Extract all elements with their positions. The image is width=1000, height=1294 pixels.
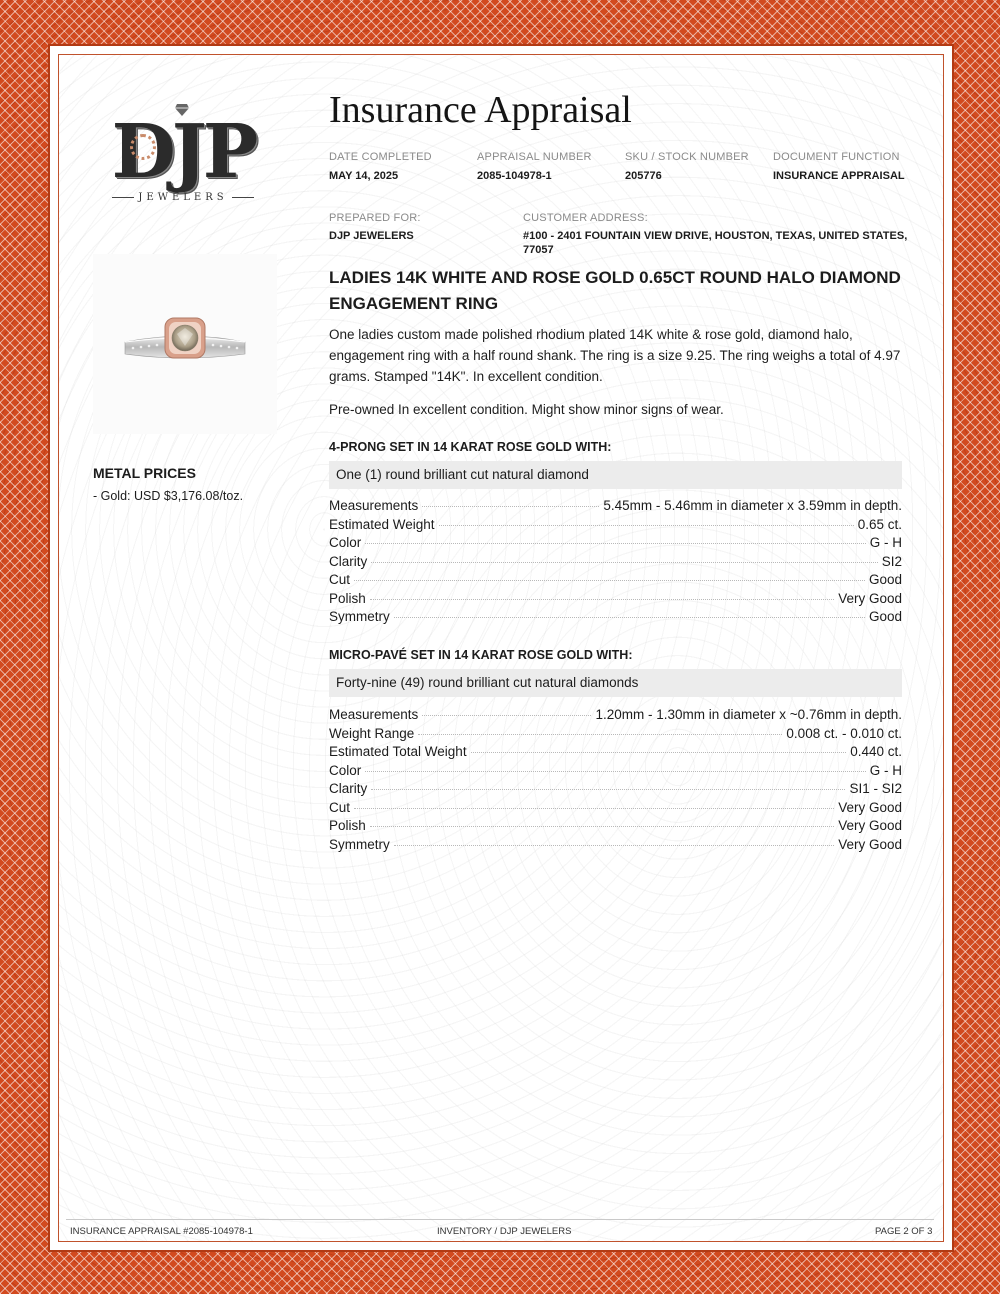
dot-leader xyxy=(471,752,847,753)
customer-address-line2: 77057 xyxy=(523,244,554,256)
spec-value: 0.440 ct. xyxy=(850,744,902,759)
spec-row xyxy=(329,763,902,782)
sku-label: SKU / STOCK NUMBER xyxy=(625,151,749,163)
dot-leader xyxy=(354,808,834,809)
spec-label: Symmetry xyxy=(329,609,390,624)
spec-value: 5.45mm - 5.46mm in diameter x 3.59mm in depth. xyxy=(603,498,902,513)
micro-pave-specs xyxy=(329,707,902,855)
spec-row xyxy=(329,837,902,856)
section-heading-micro-pave: MICRO-PAVÉ SET IN 14 KARAT ROSE GOLD WITH: xyxy=(329,648,633,662)
dot-leader xyxy=(354,580,865,581)
spec-value: Very Good xyxy=(838,799,902,815)
spec-value: Good xyxy=(868,609,902,624)
condition-note: Pre-owned In excellent condition. Might show minor signs of wear. xyxy=(329,402,724,417)
spec-value: 1.20mm - 1.30mm in diameter x ~0.76mm in depth. xyxy=(595,707,902,722)
center-stone-specs xyxy=(329,498,902,628)
product-title xyxy=(329,265,904,317)
description-line: One ladies custom made polished rhodium plated 14K white & rose gold, diamond halo, xyxy=(329,327,853,342)
product-description xyxy=(329,324,904,387)
product-title-line: LADIES 14K WHITE AND ROSE GOLD 0.65CT ROUND HALO DIAMOND xyxy=(329,268,901,287)
spec-row xyxy=(329,572,902,591)
dot-leader xyxy=(418,734,782,735)
spec-row xyxy=(329,535,902,554)
footer-appraisal-id: INSURANCE APPRAISAL #2085-104978-1 xyxy=(70,1226,253,1237)
spec-row xyxy=(329,818,902,837)
spec-row xyxy=(329,726,902,745)
metal-prices-heading: METAL PRICES xyxy=(93,465,196,481)
dot-leader xyxy=(370,599,834,600)
spec-label: Symmetry xyxy=(329,836,390,852)
spec-value: Very Good xyxy=(838,590,902,606)
dot-leader xyxy=(394,617,865,618)
spec-label: Clarity xyxy=(329,781,368,796)
spec-row xyxy=(329,609,902,628)
dot-leader xyxy=(394,845,834,846)
dot-leader xyxy=(371,789,845,790)
spec-value: SI2 xyxy=(881,553,902,569)
logo-letters: DJP xyxy=(111,109,255,195)
dot-leader xyxy=(439,525,854,526)
sku-value: 205776 xyxy=(625,170,662,182)
ring-image xyxy=(93,254,277,434)
spec-row xyxy=(329,517,902,536)
description-line: engagement ring with a half round shank. The ring is a size 9.25. The ring weighs a total of 4.97 xyxy=(329,348,901,363)
dot-leader xyxy=(371,562,877,563)
section-heading-center-stone: 4-PRONG SET IN 14 KARAT ROSE GOLD WITH: xyxy=(329,440,612,454)
spec-row xyxy=(329,707,902,726)
spec-value: Very Good xyxy=(838,818,902,833)
ring-photo xyxy=(93,254,277,434)
spec-label: Clarity xyxy=(329,553,368,569)
spec-row xyxy=(329,744,902,763)
spec-value: Good xyxy=(868,572,902,587)
date-completed-value: MAY 14, 2025 xyxy=(329,170,399,182)
spec-row xyxy=(329,591,902,610)
spec-value: SI1 - SI2 xyxy=(849,781,902,796)
prepared-for-value: DJP JEWELERS xyxy=(329,230,414,242)
spec-label: Cut xyxy=(329,572,351,587)
appraisal-number-label: APPRAISAL NUMBER xyxy=(477,151,592,163)
gold-price: - Gold: USD $3,176.08/toz. xyxy=(93,489,244,503)
spec-label: Polish xyxy=(329,818,366,833)
gear-icon xyxy=(130,134,156,160)
description-line: grams. Stamped "14K". In excellent condition. xyxy=(329,369,603,384)
prepared-for-label: PREPARED FOR: xyxy=(329,212,421,224)
dot-leader xyxy=(365,543,865,544)
spec-value: 0.008 ct. - 0.010 ct. xyxy=(786,725,902,741)
spec-row xyxy=(329,781,902,800)
spec-label: Polish xyxy=(329,590,366,606)
spec-value: G - H xyxy=(869,535,902,550)
spec-label: Color xyxy=(329,762,362,778)
spec-value: G - H xyxy=(869,762,902,778)
spec-row xyxy=(329,498,902,517)
dot-leader xyxy=(370,826,834,827)
document-function-label: DOCUMENT FUNCTION xyxy=(773,151,900,163)
spec-label: Measurements xyxy=(329,498,419,513)
footer-page-number: PAGE 2 OF 3 xyxy=(875,1226,933,1237)
logo-subtitle: JEWELERS xyxy=(108,192,258,203)
customer-address-line1: #100 - 2401 FOUNTAIN VIEW DRIVE, HOUSTON, TEXAS, UNITED STATES, xyxy=(523,230,908,242)
document-function-value: INSURANCE APPRAISAL xyxy=(773,170,905,182)
spec-label: Cut xyxy=(329,799,351,815)
product-title-line: ENGAGEMENT RING xyxy=(329,294,499,313)
appraisal-number-value: 2085-104978-1 xyxy=(477,170,552,182)
spec-value: Very Good xyxy=(838,836,902,852)
spec-label: Measurements xyxy=(329,707,419,722)
customer-address-label: CUSTOMER ADDRESS: xyxy=(523,212,648,224)
spec-label: Estimated Weight xyxy=(329,516,435,532)
dot-leader xyxy=(422,715,591,716)
spec-label: Weight Range xyxy=(329,725,415,741)
center-stone-summary: One (1) round brilliant cut natural diamond xyxy=(329,461,902,489)
spec-label: Color xyxy=(329,535,362,550)
footer-divider xyxy=(66,1219,934,1220)
djp-jewelers-logo xyxy=(108,104,258,208)
dot-leader xyxy=(422,506,599,507)
spec-row xyxy=(329,800,902,819)
spec-value: 0.65 ct. xyxy=(857,516,902,532)
date-completed-label: DATE COMPLETED xyxy=(329,151,432,163)
spec-label: Estimated Total Weight xyxy=(329,744,467,759)
dot-leader xyxy=(365,771,865,772)
page-title: Insurance Appraisal xyxy=(329,89,632,131)
micro-pave-summary: Forty-nine (49) round brilliant cut natural diamonds xyxy=(329,669,902,697)
footer-inventory: INVENTORY / DJP JEWELERS xyxy=(437,1226,572,1237)
spec-row xyxy=(329,554,902,573)
